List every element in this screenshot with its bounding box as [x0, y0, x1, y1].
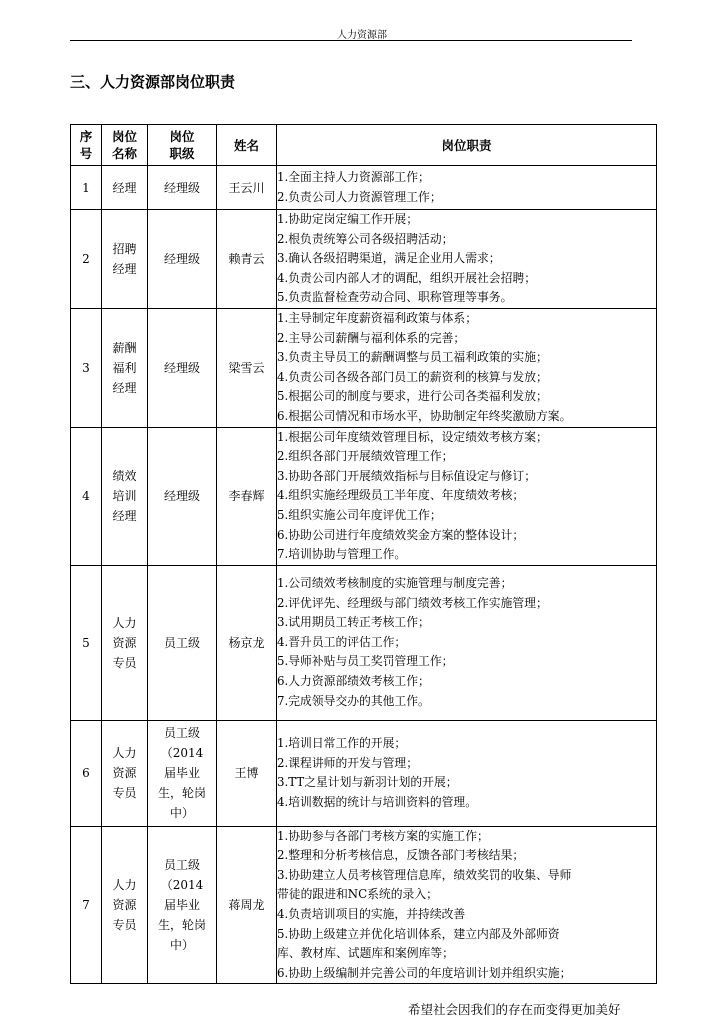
row-seq: 1 — [71, 166, 102, 210]
duty-item: 1.公司绩效考核制度的实施管理与制度完善； — [277, 576, 513, 591]
header-divider — [70, 40, 632, 41]
table-row — [71, 565, 657, 720]
table-row — [71, 166, 657, 210]
row-seq: 3 — [71, 308, 102, 427]
duty-item: 5.组织实施公司年度评优工作； — [277, 507, 442, 522]
duty-item: 2.根负责统筹公司各级招聘活动； — [277, 231, 454, 246]
row-name: 王云川 — [217, 166, 277, 210]
duty-item: 2.整理和分析考核信息，反馈各部门考核结果； — [277, 848, 525, 863]
duty-item: 3.负责主导员工的薪酬调整与员工福利政策的实施； — [277, 350, 548, 365]
row-duties — [277, 308, 657, 427]
row-position: 经理 — [102, 166, 148, 210]
duty-item: 2.主导公司薪酬与福利体系的完善； — [277, 330, 466, 345]
duty-item: 4.负责培训项目的实施，并持续改善 — [277, 907, 466, 922]
row-position: 人力资源专员 — [102, 720, 148, 826]
duty-item: 4.晋升员工的评估工作； — [277, 634, 407, 649]
duty-item: 3.协助建立人员考核管理信息库，绩效奖罚的收集、导师 — [277, 867, 572, 882]
duty-item: 带徒的跟进和NC系统的录入； — [277, 887, 438, 902]
row-duties — [277, 720, 657, 826]
row-name: 杨京龙 — [217, 565, 277, 720]
row-rank: 经理级 — [148, 427, 217, 565]
row-name: 蒋周龙 — [217, 826, 277, 984]
duty-item: 库、教材库、试题库和案例库等； — [277, 946, 454, 961]
row-position: 招聘经理 — [102, 210, 148, 309]
section-title: 三、人力资源部岗位职责 — [70, 73, 236, 91]
duty-item: 4.负责公司内部人才的调配，组织开展社会招聘； — [277, 270, 536, 285]
duty-item: 7.完成领导交办的其他工作。 — [277, 693, 430, 708]
table-row — [71, 720, 657, 826]
duty-item: 5.协助上级建立并优化培训体系，建立内部及外部师资 — [277, 926, 560, 941]
duty-item: 1.全面主持人力资源部工作； — [277, 169, 430, 184]
row-duties — [277, 166, 657, 210]
page-footer: 希望社会因我们的存在而变得更加美好 — [408, 1002, 621, 1017]
duty-item: 6.人力资源部绩效考核工作； — [277, 674, 430, 689]
duty-item: 1.协助定岗定编工作开展； — [277, 212, 419, 226]
duty-item: 1.主导制定年度薪资福利政策与体系； — [277, 310, 478, 325]
duty-item: 1.协助参与各部门考核方案的实施工作； — [277, 828, 489, 843]
row-duties — [277, 210, 657, 309]
duty-item: 4.培训数据的统计与培训资料的管理。 — [277, 794, 478, 809]
row-position: 人力资源专员 — [102, 826, 148, 984]
row-name: 李春辉 — [217, 427, 277, 565]
table-row — [71, 826, 657, 984]
header-position: 岗位名称 — [102, 125, 148, 166]
table-row — [71, 308, 657, 427]
duty-item: 2.课程讲师的开发与管理； — [277, 755, 419, 770]
row-rank: 经理级 — [148, 308, 217, 427]
row-rank: 员工级（2014届毕业生，轮岗中） — [148, 826, 217, 984]
row-rank: 员工级（2014届毕业生，轮岗中） — [148, 720, 217, 826]
duty-item: 1.根据公司年度绩效管理目标，设定绩效考核方案； — [277, 429, 548, 444]
row-name: 王博 — [217, 720, 277, 826]
duty-item: 3.TT之星计划与新羽计划的开展； — [277, 775, 458, 790]
row-rank: 员工级 — [148, 565, 217, 720]
row-name: 赖青云 — [217, 210, 277, 309]
duty-item: 4.负责公司各级各部门员工的薪资利的核算与发放； — [277, 369, 548, 384]
row-position: 绩效培训经理 — [102, 427, 148, 565]
duty-item: 5.导师补贴与员工奖罚管理工作； — [277, 654, 454, 669]
row-duties — [277, 826, 657, 984]
table-row — [71, 210, 657, 309]
duty-item: 2.负责公司人力资源管理工作； — [277, 189, 442, 204]
row-seq: 4 — [71, 427, 102, 565]
row-rank: 经理级 — [148, 210, 217, 309]
page-header: 人力资源部 — [337, 30, 387, 41]
duty-item: 1.培训日常工作的开展； — [277, 736, 407, 750]
row-seq: 6 — [71, 720, 102, 826]
row-seq: 5 — [71, 565, 102, 720]
duty-item: 3.试用期员工转正考核工作； — [277, 615, 430, 630]
table-header-row — [71, 125, 657, 166]
row-position: 薪酬福利经理 — [102, 308, 148, 427]
duty-item: 5.负责监督检查劳动合同、职称管理等事务。 — [277, 290, 513, 305]
duty-item: 5.根据公司的制度与要求，进行公司各类福利发放； — [277, 389, 548, 404]
row-name: 梁雪云 — [217, 308, 277, 427]
duty-item: 3.协助各部门开展绩效指标与目标值设定与修订； — [277, 468, 536, 483]
header-seq: 序号 — [71, 125, 102, 166]
row-rank: 经理级 — [148, 166, 217, 210]
duty-item: 6.协助上级编制并完善公司的年度培训计划并组织实施； — [277, 965, 572, 980]
header-duties: 岗位职责 — [277, 125, 657, 166]
duty-item: 3.确认各级招聘渠道，满足企业用人需求； — [277, 251, 501, 266]
duty-item: 6.根据公司情况和市场水平，协助制定年终奖激励方案。 — [277, 408, 572, 423]
duty-item: 4.组织实施经理级员工半年度、年度绩效考核； — [277, 488, 525, 503]
row-seq: 2 — [71, 210, 102, 309]
duties-table — [70, 124, 657, 984]
row-position: 人力资源专员 — [102, 565, 148, 720]
row-duties — [277, 427, 657, 565]
header-rank: 岗位职级 — [148, 125, 217, 166]
table-row — [71, 427, 657, 565]
duty-item: 7.培训协助与管理工作。 — [277, 547, 407, 562]
row-duties — [277, 565, 657, 720]
row-seq: 7 — [71, 826, 102, 984]
duty-item: 2.组织各部门开展绩效管理工作； — [277, 449, 454, 464]
header-name: 姓名 — [217, 125, 277, 166]
duty-item: 2.评优评先、经理级与部门绩效考核工作实施管理； — [277, 595, 548, 610]
duty-item: 6.协助公司进行年度绩效奖金方案的整体设计； — [277, 527, 525, 542]
